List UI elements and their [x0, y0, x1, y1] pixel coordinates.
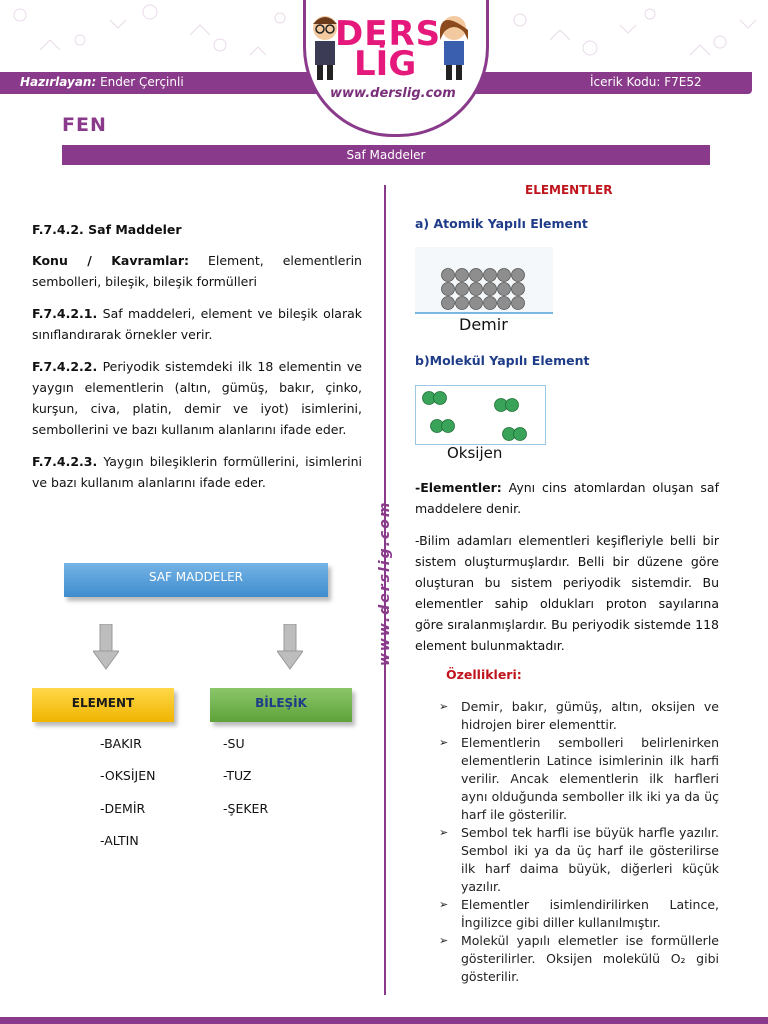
feature-text: Sembol tek harfli ise büyük harfle yazılır. Sembol iki ya da üç harf ile gösterilirse ilk harf daima büyük, diğerleri küçük yazılır.	[461, 825, 719, 894]
arrow-bullet-icon: ➢	[439, 700, 449, 713]
side-url	[373, 500, 399, 668]
arrow-down-icon	[93, 624, 119, 670]
arrow-bullet-icon: ➢	[439, 736, 449, 749]
outcome-code: F.7.4.2.1.	[32, 306, 98, 321]
features-title: Özellikleri:	[446, 667, 522, 682]
compound-box: BİLEŞİK	[210, 688, 352, 722]
list-item	[439, 824, 719, 896]
oxygen-molecules-image	[415, 385, 546, 445]
periodic-system-paragraph: -Bilim adamları elementleri keşifleriyle belli bir sistem oluşturmuşlardır. Belli bir düzene göre oluşturan bu sistem periyodik sistemdir. Bu elementler sahip oldukları proton sayılarına göre sıralanmışlardır. Bu periyodik sistemde 118 element bulunmaktadır.	[415, 533, 719, 653]
subject-title: FEN	[62, 114, 107, 136]
prepared-by-label: Hazırlayan:	[20, 75, 97, 89]
list-item	[439, 896, 719, 932]
element-example: -OKSİJEN	[100, 768, 156, 783]
arrow-down-icon	[277, 624, 303, 670]
logo-ders: DERS	[335, 14, 442, 54]
arrow-bullet-icon: ➢	[439, 898, 449, 911]
compound-example: -TUZ	[223, 768, 252, 783]
compound-example: -SU	[223, 736, 245, 751]
logo-lig: LİG	[354, 44, 417, 84]
concepts-text: Element, elementlerin sembolleri, bileşik, bileşik formülleri	[32, 253, 362, 289]
outcome-text: Yaygın bileşiklerin formüllerini, isimlerini ve bazı kullanım alanlarını ifade eder.	[32, 454, 362, 490]
footer-bar	[0, 1017, 768, 1024]
definition-paragraph	[415, 477, 719, 519]
pure-substances-box: SAF MADDELER	[64, 563, 328, 597]
list-item	[439, 932, 719, 986]
element-example: -ALTIN	[100, 833, 139, 848]
list-item	[439, 734, 719, 824]
element-example: -BAKIR	[100, 736, 142, 751]
oxygen-caption: Oksijen	[447, 444, 503, 462]
oxygen-molecules-icon	[416, 386, 545, 444]
concepts-paragraph	[32, 250, 362, 292]
outcome-3	[32, 451, 362, 493]
iron-caption: Demir	[459, 315, 508, 334]
code-title: F.7.4.2. Saf Maddeler	[32, 222, 182, 237]
outcome-2	[32, 356, 362, 440]
definition-label: -Elementler:	[415, 480, 502, 495]
element-example: -DEMİR	[100, 801, 146, 816]
prepared-by-name: Ender Çerçinli	[100, 75, 184, 89]
definition-text: Aynı cins atomlardan oluşan saf maddelere denir.	[415, 480, 719, 516]
outcome-text: Periyodik sistemdeki ilk 18 elementin ve yaygın elementlerin (altın, gümüş, bakır, çinko, kurşun, civa, platin, demir ve iyot) isimlerini, sembollerini ve bazı kullanım alanlarını ifade eder.	[32, 359, 362, 437]
feature-text: Demir, bakır, gümüş, altın, oksijen ve hidrojen birer elementtir.	[461, 699, 719, 732]
arrow-bullet-icon: ➢	[439, 934, 449, 947]
outcome-code: F.7.4.2.2.	[32, 359, 98, 374]
arrow-bullet-icon: ➢	[439, 826, 449, 839]
side-url-text: www.derslig.com	[377, 500, 393, 666]
feature-text: Elementlerin sembolleri belirlenirken elementlerin Latince isimlerinin ilk harfi verilir. Ancak elementlerin ilk harfleri aynı olduğunda semboller ilk iki ya da üç harf ile gösterilir.	[461, 735, 719, 822]
outcome-1	[32, 303, 362, 345]
logo-url: www.derslig.com	[330, 86, 456, 101]
feature-text: Elementler isimlendirilirken Latince, İngilizce gibi diller kullanılmıştır.	[461, 897, 719, 930]
outcome-code: F.7.4.2.3.	[32, 454, 98, 469]
outcome-text: Saf maddeleri, element ve bileşik olarak sınıflandırarak örnekler verir.	[32, 306, 362, 342]
atomic-element-title: a) Atomik Yapılı Element	[415, 216, 588, 231]
molecular-element-title: b)Molekül Yapılı Element	[415, 353, 590, 368]
section-title: ELEMENTLER	[525, 183, 613, 197]
content-code: İcerik Kodu: F7E52	[590, 75, 702, 89]
concepts-label: Konu / Kavramlar:	[32, 253, 189, 268]
element-box: ELEMENT	[32, 688, 174, 722]
compound-example: -ŞEKER	[223, 801, 269, 816]
prepared-by	[20, 75, 184, 89]
features-list	[439, 698, 719, 986]
feature-text: Molekül yapılı elemetler ise formüllerle gösterilirler. Oksijen molekülü O₂ gibi gösterilir.	[461, 933, 719, 984]
list-item	[439, 698, 719, 734]
topic-title-bar: Saf Maddeler	[62, 145, 710, 165]
